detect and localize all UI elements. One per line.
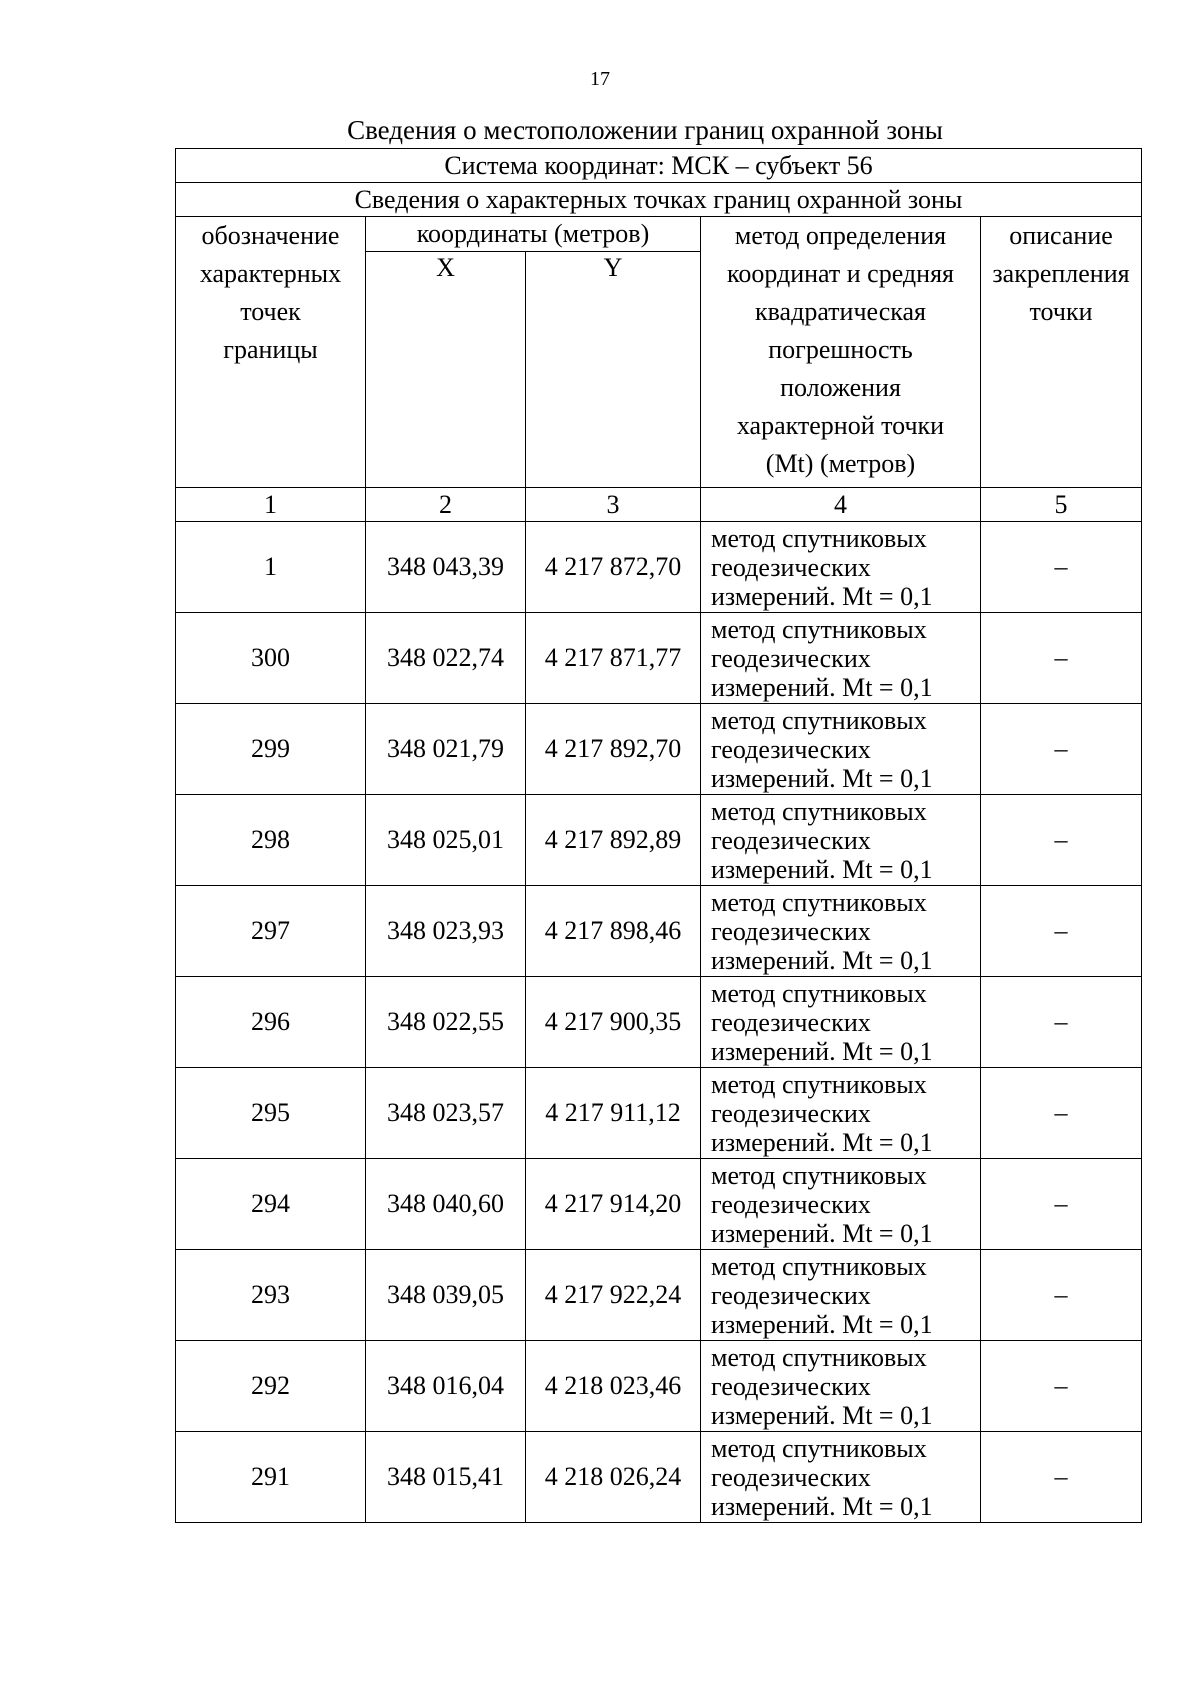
- method-line: метод спутниковых: [711, 887, 927, 917]
- table-row: [176, 522, 1142, 613]
- method-cell: [701, 704, 981, 795]
- y-coordinate-cell: 4 217 914,20: [526, 1159, 701, 1250]
- points-header-row: [176, 183, 1142, 217]
- method-line: измерений. Mt = 0,1: [711, 581, 933, 611]
- method-line: геодезических: [711, 643, 871, 673]
- method-line: измерений. Mt = 0,1: [711, 945, 933, 975]
- table-row: [176, 704, 1142, 795]
- x-coordinate-cell: 348 039,05: [366, 1250, 526, 1341]
- y-coordinate-cell: 4 217 911,12: [526, 1068, 701, 1159]
- point-id-cell: 293: [176, 1250, 366, 1341]
- point-id-cell: 291: [176, 1432, 366, 1523]
- column-number: 1: [176, 488, 366, 522]
- method-cell: [701, 613, 981, 704]
- description-cell: –: [981, 704, 1142, 795]
- method-line: метод спутниковых: [711, 796, 927, 826]
- y-coordinate-cell: 4 217 872,70: [526, 522, 701, 613]
- y-coordinate-cell: 4 217 900,35: [526, 977, 701, 1068]
- description-cell: –: [981, 613, 1142, 704]
- method-line: измерений. Mt = 0,1: [711, 763, 933, 793]
- x-coordinate-cell: 348 025,01: [366, 795, 526, 886]
- table-row: [176, 1341, 1142, 1432]
- method-line: геодезических: [711, 552, 871, 582]
- method-line: геодезических: [711, 916, 871, 946]
- x-header: X: [366, 252, 526, 488]
- point-id-cell: 299: [176, 704, 366, 795]
- method-line: геодезических: [711, 1462, 871, 1492]
- point-id-cell: 297: [176, 886, 366, 977]
- x-coordinate-cell: 348 015,41: [366, 1432, 526, 1523]
- table-row: [176, 1250, 1142, 1341]
- method-cell: [701, 1341, 981, 1432]
- column-numbers-row: [176, 488, 1142, 522]
- x-coordinate-cell: 348 022,74: [366, 613, 526, 704]
- description-cell: –: [981, 886, 1142, 977]
- description-cell: –: [981, 1341, 1142, 1432]
- y-coordinate-cell: 4 217 922,24: [526, 1250, 701, 1341]
- method-line: геодезических: [711, 1098, 871, 1128]
- y-coordinate-cell: 4 217 892,89: [526, 795, 701, 886]
- method-line: измерений. Mt = 0,1: [711, 1036, 933, 1066]
- y-header: Y: [526, 252, 701, 488]
- method-line: метод спутниковых: [711, 1342, 927, 1372]
- coordinates-table: [175, 148, 1142, 1523]
- coordinates-header: координаты (метров): [366, 217, 701, 252]
- method-cell: [701, 886, 981, 977]
- x-coordinate-cell: 348 023,93: [366, 886, 526, 977]
- method-line: метод спутниковых: [711, 614, 927, 644]
- method-line: метод спутниковых: [711, 978, 927, 1008]
- y-coordinate-cell: 4 218 023,46: [526, 1341, 701, 1432]
- method-line: метод спутниковых: [711, 1160, 927, 1190]
- x-coordinate-cell: 348 040,60: [366, 1159, 526, 1250]
- x-coordinate-cell: 348 021,79: [366, 704, 526, 795]
- table-row: [176, 613, 1142, 704]
- description-cell: –: [981, 977, 1142, 1068]
- point-id-cell: 295: [176, 1068, 366, 1159]
- point-id-cell: 1: [176, 522, 366, 613]
- method-line: измерений. Mt = 0,1: [711, 1400, 933, 1430]
- point-id-cell: 294: [176, 1159, 366, 1250]
- coordinate-system-row: [176, 149, 1142, 183]
- designation-header: обозначение характерных точек границы: [176, 217, 366, 488]
- method-cell: [701, 1068, 981, 1159]
- point-id-cell: 296: [176, 977, 366, 1068]
- point-id-cell: 292: [176, 1341, 366, 1432]
- table-row: [176, 795, 1142, 886]
- method-line: измерений. Mt = 0,1: [711, 672, 933, 702]
- x-coordinate-cell: 348 023,57: [366, 1068, 526, 1159]
- y-coordinate-cell: 4 217 871,77: [526, 613, 701, 704]
- method-line: геодезических: [711, 1280, 871, 1310]
- column-header-row: [176, 217, 1142, 252]
- table-row: [176, 1068, 1142, 1159]
- method-cell: [701, 1250, 981, 1341]
- y-coordinate-cell: 4 217 898,46: [526, 886, 701, 977]
- point-id-cell: 298: [176, 795, 366, 886]
- description-cell: –: [981, 522, 1142, 613]
- method-header: метод определения координат и средняя квадратическая погрешность положения характерной точки (Mt) (метров): [701, 217, 981, 488]
- description-cell: –: [981, 1432, 1142, 1523]
- column-number: 3: [526, 488, 701, 522]
- table-row: [176, 1432, 1142, 1523]
- method-line: измерений. Mt = 0,1: [711, 1309, 933, 1339]
- method-cell: [701, 795, 981, 886]
- method-cell: [701, 977, 981, 1068]
- points-header-cell: Сведения о характерных точках границ охранной зоны: [176, 183, 1142, 217]
- document-title: Сведения о местоположении границ охранной зоны: [347, 115, 943, 145]
- method-cell: [701, 1159, 981, 1250]
- point-id-cell: 300: [176, 613, 366, 704]
- table-row: [176, 886, 1142, 977]
- method-line: геодезических: [711, 1189, 871, 1219]
- method-line: метод спутниковых: [711, 1069, 927, 1099]
- method-cell: [701, 1432, 981, 1523]
- coordinate-system-cell: Система координат: МСК – субъект 56: [176, 149, 1142, 183]
- method-line: геодезических: [711, 1371, 871, 1401]
- page-number: 17: [590, 68, 610, 90]
- x-coordinate-cell: 348 043,39: [366, 522, 526, 613]
- description-cell: –: [981, 795, 1142, 886]
- table-row: [176, 977, 1142, 1068]
- method-line: метод спутниковых: [711, 1433, 927, 1463]
- description-header: описание закрепления точки: [981, 217, 1142, 488]
- method-line: геодезических: [711, 734, 871, 764]
- method-line: измерений. Mt = 0,1: [711, 1127, 933, 1157]
- method-cell: [701, 522, 981, 613]
- method-line: геодезических: [711, 825, 871, 855]
- y-coordinate-cell: 4 217 892,70: [526, 704, 701, 795]
- y-coordinate-cell: 4 218 026,24: [526, 1432, 701, 1523]
- method-line: метод спутниковых: [711, 523, 927, 553]
- method-line: измерений. Mt = 0,1: [711, 1218, 933, 1248]
- column-number: 2: [366, 488, 526, 522]
- table-row: [176, 1159, 1142, 1250]
- method-line: измерений. Mt = 0,1: [711, 1491, 933, 1521]
- x-coordinate-cell: 348 022,55: [366, 977, 526, 1068]
- description-cell: –: [981, 1250, 1142, 1341]
- x-coordinate-cell: 348 016,04: [366, 1341, 526, 1432]
- description-cell: –: [981, 1159, 1142, 1250]
- method-line: геодезических: [711, 1007, 871, 1037]
- method-line: метод спутниковых: [711, 1251, 927, 1281]
- method-line: измерений. Mt = 0,1: [711, 854, 933, 884]
- column-number: 4: [701, 488, 981, 522]
- description-cell: –: [981, 1068, 1142, 1159]
- column-number: 5: [981, 488, 1142, 522]
- method-line: метод спутниковых: [711, 705, 927, 735]
